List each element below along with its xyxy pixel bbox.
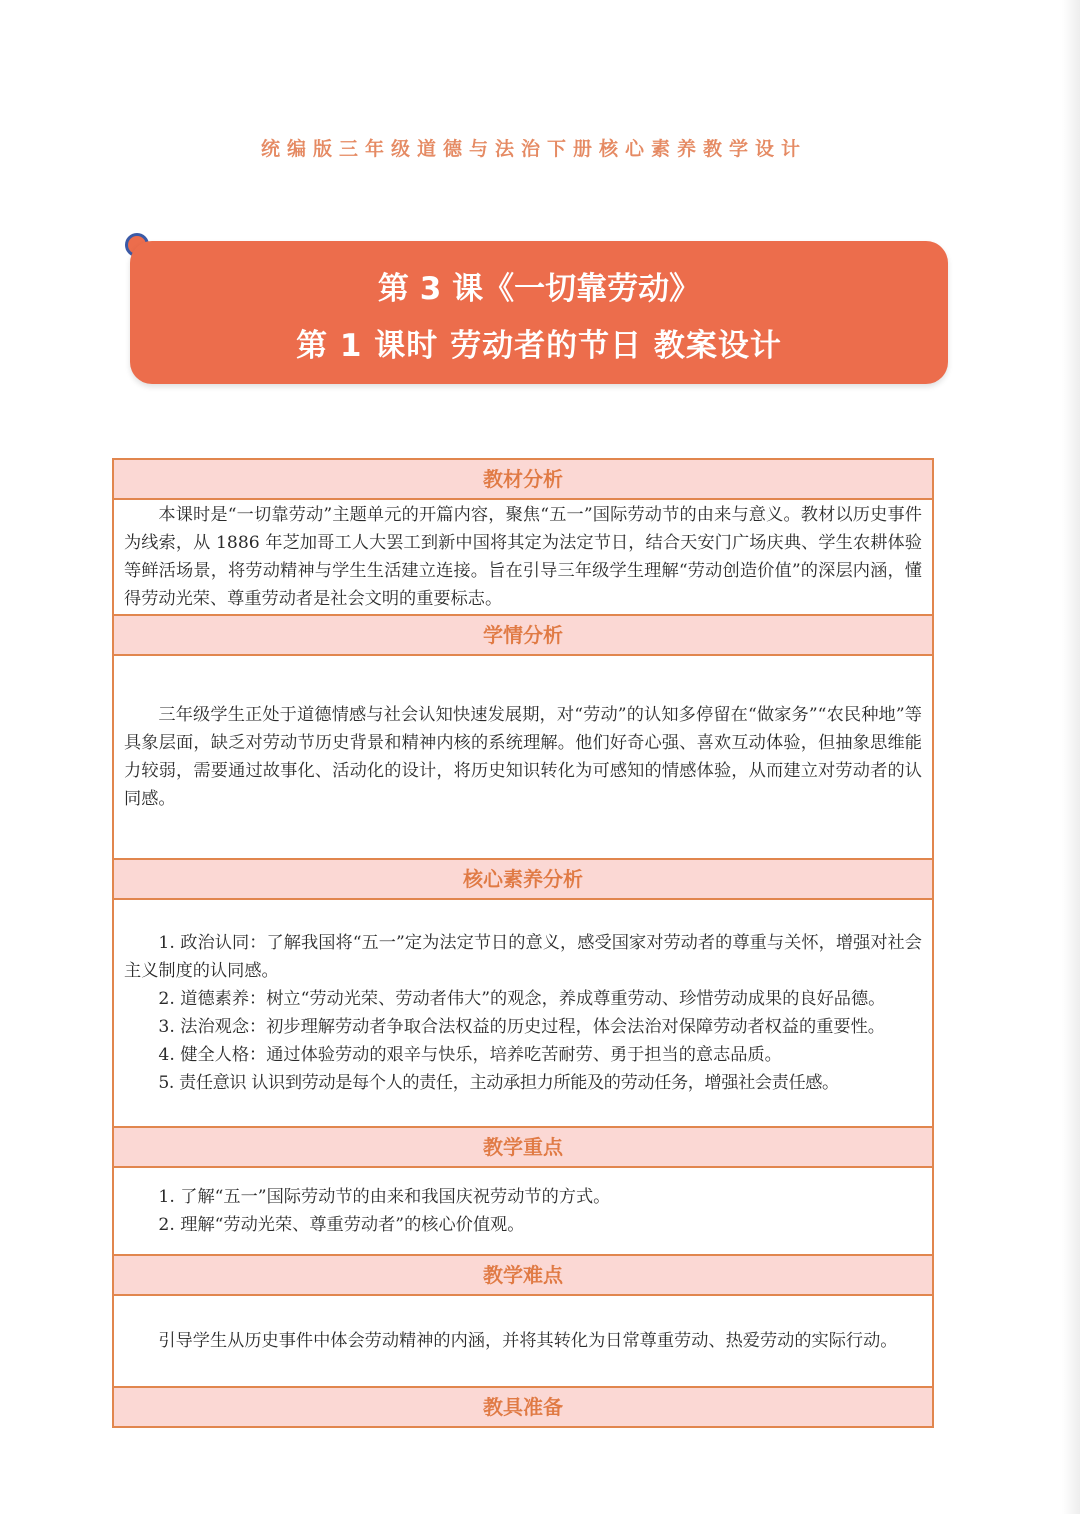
section-body-key-points xyxy=(114,1168,932,1256)
list-item: 3. 法治观念：初步理解劳动者争取合法权益的历史过程，体会法治对保障劳动者权益的重要性。 xyxy=(158,1017,885,1037)
title-banner xyxy=(130,241,948,384)
list-item: 1. 了解“五一”国际劳动节的由来和我国庆祝劳动节的方式。 xyxy=(158,1187,611,1207)
list-item: 2. 道德素养：树立“劳动光荣、劳动者伟大”的观念，养成尊重劳动、珍惜劳动成果的良好品德。 xyxy=(158,989,886,1009)
paragraph: 三年级学生正处于道德情感与社会认知快速发展期，对“劳动”的认知多停留在“做家务”“农民种地”等具象层面，缺乏对劳动节历史背景和精神内核的系统理解。他们好奇心强、喜欢互动体验，但抽象思维能力较弱，需要通过故事化、活动化的设计，将历史知识转化为可感知的情感体验，从而建立对劳动者的认同感。 xyxy=(124,705,922,809)
lesson-title: 第 3 课《一切靠劳动》 xyxy=(377,271,701,307)
list-item: 2. 理解“劳动光荣、尊重劳动者”的核心价值观。 xyxy=(158,1215,525,1235)
section-heading-difficulties: 教学难点 xyxy=(114,1256,932,1296)
section-heading-materials-prep: 教具准备 xyxy=(114,1388,932,1426)
section-body-students xyxy=(114,656,932,860)
paragraph: 引导学生从历史事件中体会劳动精神的内涵，并将其转化为日常尊重劳动、热爱劳动的实际行动。 xyxy=(158,1331,898,1351)
section-heading-students: 学情分析 xyxy=(114,616,932,656)
section-heading-literacy: 核心素养分析 xyxy=(114,860,932,900)
lesson-plan-table xyxy=(112,458,934,1428)
series-header: 统编版三年级道德与法治下册核心素养教学设计 xyxy=(260,138,807,160)
list-item: 5. 责任意识 认识到劳动是每个人的责任，主动承担力所能及的劳动任务，增强社会责任感。 xyxy=(158,1073,839,1093)
paragraph: 本课时是“一切靠劳动”主题单元的开篇内容，聚焦“五一”国际劳动节的由来与意义。教材以历史事件为线索，从 1886 年芝加哥工人大罢工到新中国将其定为法定节日，结合天安门广场庆典、学生农耕体验等鲜活场景，将劳动精神与学生生活建立连接。旨在引导三年级学生理解“劳动创造价值”的深层内涵，懂得劳动光荣、尊重劳动者是社会文明的重要标志。 xyxy=(124,505,922,609)
section-body-difficulties xyxy=(114,1296,932,1388)
section-heading-key-points: 教学重点 xyxy=(114,1128,932,1168)
section-heading-material: 教材分析 xyxy=(114,460,932,500)
section-body-literacy xyxy=(114,900,932,1128)
section-body-material xyxy=(114,500,932,616)
page-edge-shadow xyxy=(1062,0,1080,1514)
list-item: 1. 政治认同：了解我国将“五一”定为法定节日的意义，感受国家对劳动者的尊重与关怀，增强对社会主义制度的认同感。 xyxy=(124,933,922,981)
lesson-subtitle: 第 1 课时 劳动者的节日 教案设计 xyxy=(296,328,782,364)
list-item: 4. 健全人格：通过体验劳动的艰辛与快乐，培养吃苦耐劳、勇于担当的意志品质。 xyxy=(158,1045,782,1065)
